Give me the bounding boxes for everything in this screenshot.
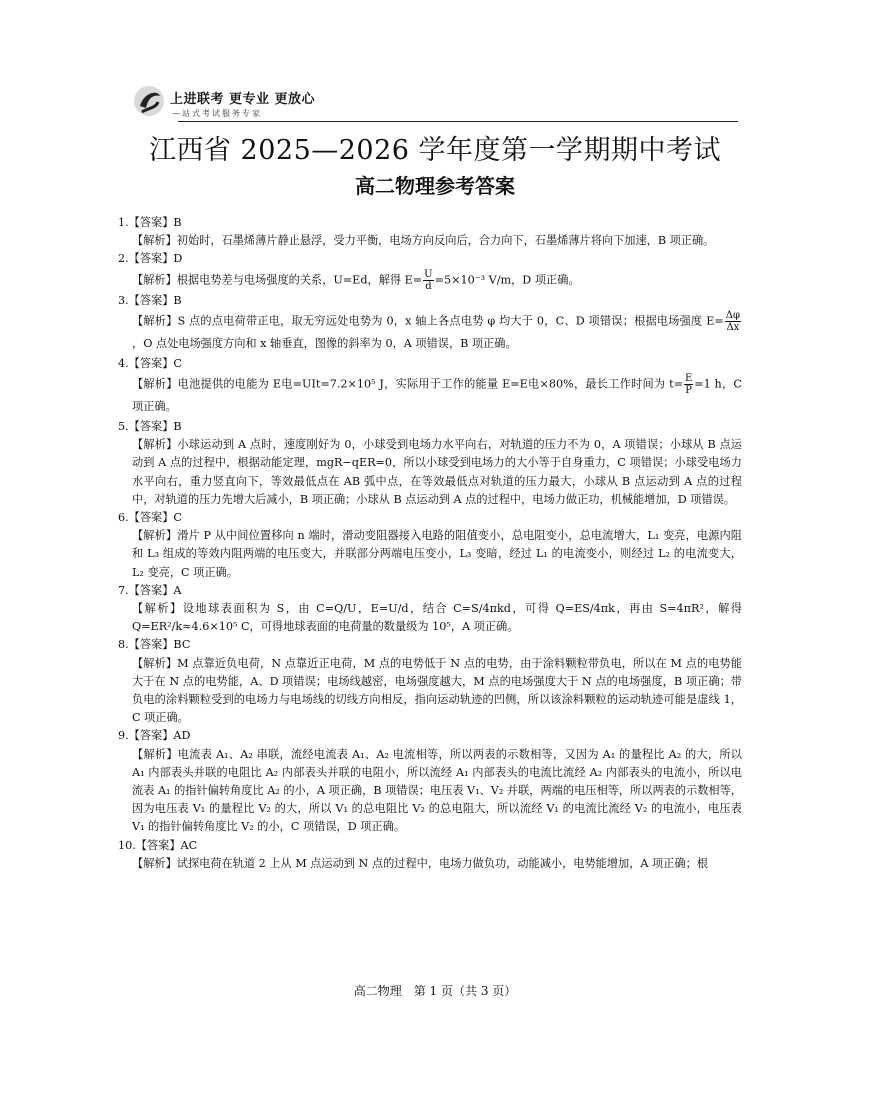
brand-header	[132, 82, 752, 124]
answer-label: 2.【答案】D	[118, 252, 183, 266]
answer-label: 7.【答案】A	[118, 583, 182, 597]
exam-title: 江西省 2025—2026 学年度第一学期期中考试	[148, 135, 722, 166]
answer-label: 4.【答案】C	[118, 356, 182, 370]
brand-logo-icon	[132, 82, 166, 120]
question-9	[118, 727, 742, 836]
explanation: 【解析】电流表 A₁、A₂ 串联，流经电流表 A₁、A₂ 电流相等，所以两表的示数相等，又因为 A₁ 的量程比 A₂ 的大，所以 A₁ 内部表头并联的电阻比 A₂ 内部表头并联的电阻小，所以流经 A₁ 内部表头的电流比流经 A₂ 内部表头的电流小，所以电流表 A₁ 的指针偏转角度比 A₂ 的小，A 项正确，B 项错误；电压表 V₁、V₂ 并联，两端的电压相等，所以两表的示数相等，因为电压表 V₁ 的量程比 V₂ 的大，所以 V₁ 的总电阻比 V₂ 的总电阻大，所以流经 V₁ 的电流比流经 V₂ 的电流小，电压表 V₁ 的指针偏转角度比 V₂ 的小，C 项错误，D 项正确。	[132, 747, 742, 834]
question-3	[118, 292, 742, 355]
answer-label: 10.【答案】AC	[118, 838, 198, 852]
answer-label: 9.【答案】AD	[118, 729, 191, 743]
question-2	[118, 250, 742, 291]
exam-subtitle: 高二物理参考答案	[355, 174, 515, 198]
answer-label: 8.【答案】BC	[118, 638, 191, 652]
fraction: $\frac{E}{P}$	[684, 373, 693, 397]
question-1	[118, 214, 742, 250]
header-divider	[178, 121, 738, 122]
explanation: 【解析】小球运动到 A 点时，速度刚好为 0，小球受到电场力水平向右，对轨道的压力不为 0，A 项错误；小球从 B 点运动到 A 点的过程中，根据动能定理，mgR−qER=0，所以小球受到电场力的大小等于自身重力，C 项错误；小球受电场力水平向右，重力竖直向下，等效最低点在 AB 弧中点，在等效最低点对轨道的压力最大，小球从 B 点运动到 A 点的过程中，对轨道的压力先增大后减小，B 项正确；小球从 B 点运动到 A 点的过程中，电场力做正功，机械能增加，D 项错误。	[132, 438, 742, 506]
question-8	[118, 636, 742, 727]
explanation: 【解析】滑片 P 从中间位置移向 n 端时，滑动变阻器接入电路的阻值变小，总电阻变小，总电流增大，L₁ 变亮，电源内阻和 L₃ 组成的等效内阻两端的电压变大，并联部分两端电压变小，L₃ 变暗，经过 L₁ 的电流变小，则经过 L₂ 的电流变大，L₂ 变亮，C 项正确。	[132, 529, 742, 579]
explanation: 【解析】设地球表面积为 S，由 C=Q/U，E=U/d，结合 C=S/4πkd，可得 Q=ES/4πk，再由 S=4πR²，解得 Q=ER²/k≈4.6×10⁵ C，可得地球表面的电荷量的数量级为 10⁵，A 项正确。	[132, 602, 742, 634]
question-6	[118, 509, 742, 582]
explanation: 【解析】初始时，石墨烯薄片静止悬浮，受力平衡，电场方向反向后，合力向下，石墨烯薄片将向下加速，B 项正确。	[132, 234, 715, 248]
explanation: 【解析】电池提供的电能为 E电=UIt=7.2×10⁵ J，实际用于工作的能量 E=E电×80%，最长工作时间为 t= $\frac{E}{P}$ =1 h，C 项正确。	[132, 373, 742, 414]
question-5	[118, 418, 742, 509]
fraction: $\frac{\Delta\varphi}{\Delta x}$	[725, 309, 740, 333]
answer-label: 3.【答案】B	[118, 293, 182, 307]
explanation: 【解析】根据电势差与电场强度的关系，U=Ed，解得 E= $\frac{U}{d}$ =5×10⁻³ V/m，D 项正确。	[132, 268, 580, 292]
answer-label: 1.【答案】B	[118, 216, 182, 229]
question-10	[118, 837, 742, 873]
brand-slogan: 上进联考 更专业 更放心	[170, 92, 316, 107]
explanation: 【解析】试探电荷在轨道 2 上从 M 点运动到 N 点的过程中，电场力做负功，动能减小，电势能增加，A 项正确；根	[132, 856, 708, 870]
explanation: 【解析】S 点的点电荷带正电，取无穷远处电势为 0，x 轴上各点电势 φ 均大于 0，C、D 项错误；根据电场强度 E= $\frac{\Delta\varphi}{\Delta x}$ ，O 点处电场强度方向和 x 轴垂直，图像的斜率为 0，A 项错误，B 项正确。	[132, 309, 740, 350]
answer-list	[118, 214, 742, 873]
fraction: $\frac{U}{d}$	[424, 268, 433, 292]
page-footer: 高二物理 第 1 页（共 3 页）	[353, 984, 517, 998]
brand-subtitle: —站式考试服务专家	[172, 109, 262, 118]
answer-label: 6.【答案】C	[118, 511, 182, 525]
answer-label: 5.【答案】B	[118, 420, 182, 434]
question-4	[118, 355, 742, 418]
explanation: 【解析】M 点靠近负电荷，N 点靠近正电荷，M 点的电势低于 N 点的电势，由于涂料颗粒带负电，所以在 M 点的电势能大于在 N 点的电势能，A、D 项错误；电场线越密，电场强度越大，M 点的电场强度大于 N 点的电场强度，B 项正确；带负电的涂料颗粒受到的电场力与电场线的切线方向相反，指向运动轨迹的凹侧，所以该涂料颗粒的运动轨迹可能是虚线 1，C 项正确。	[132, 656, 742, 725]
question-7	[118, 582, 742, 637]
